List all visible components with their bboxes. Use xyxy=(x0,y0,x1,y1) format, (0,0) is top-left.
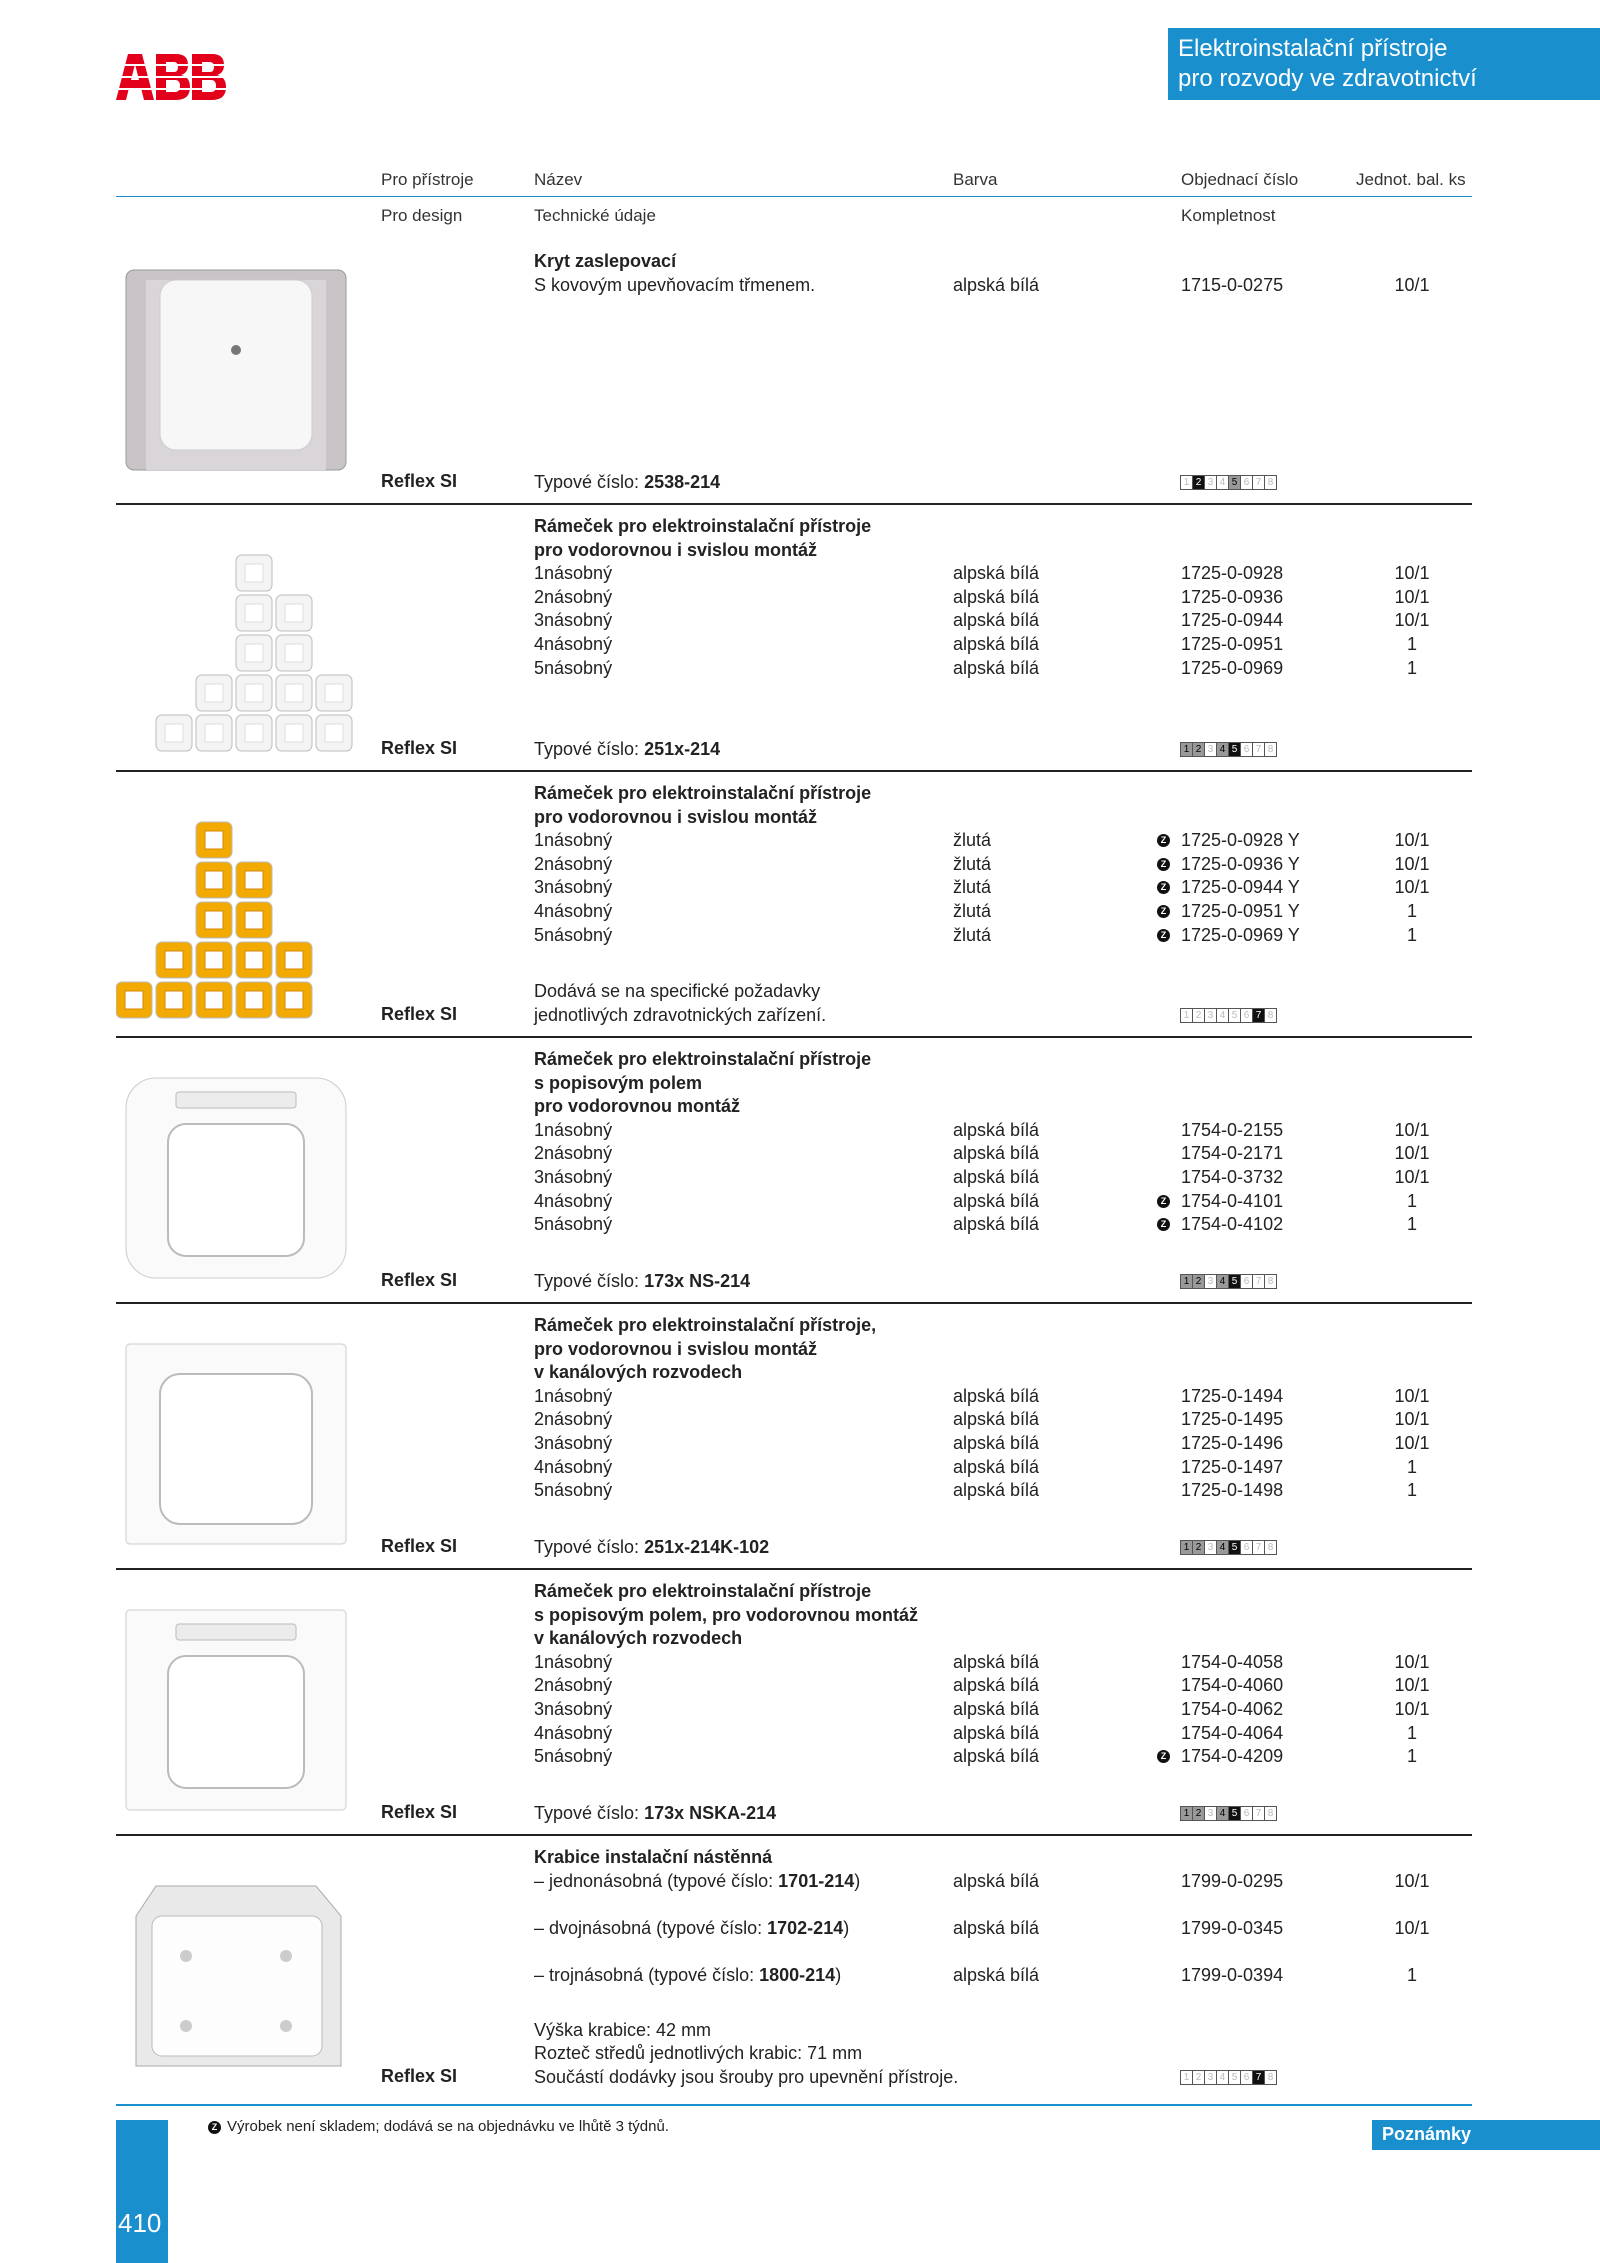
completeness-cell: 4 xyxy=(1216,475,1229,490)
completeness-cell: 7 xyxy=(1252,1008,1265,1023)
product-variant-name xyxy=(534,1674,612,1698)
completeness-cell: 3 xyxy=(1204,475,1217,490)
order-number: 1754-0-4064 xyxy=(1181,1722,1284,1743)
completeness-cell: 2 xyxy=(1192,2070,1205,2085)
page-number: 410 xyxy=(118,2208,162,2238)
product-color: alpská bílá xyxy=(953,1699,1040,1719)
completeness-cell: 6 xyxy=(1240,1274,1253,1289)
variant-label: 2násobný xyxy=(534,1675,613,1696)
type-number-label: Typové číslo: xyxy=(534,1271,645,1291)
order-number: 1725-0-0944 xyxy=(1181,610,1284,631)
product-variant-name xyxy=(534,876,612,900)
product-color: alpská bílá xyxy=(953,1214,1040,1235)
product-color: alpská bílá xyxy=(953,1456,1040,1477)
completeness-cell: 6 xyxy=(1240,475,1253,490)
product-variant-name xyxy=(534,1432,612,1456)
type-number-label: Typové číslo: xyxy=(534,739,645,759)
product-color: alpská bílá xyxy=(953,1167,1040,1187)
product-color: alpská bílá xyxy=(953,657,1040,678)
completeness-cell: 4 xyxy=(1216,742,1229,757)
footnote xyxy=(208,2118,669,2135)
completeness-indicator xyxy=(1180,475,1276,490)
type-number-label: Typové číslo: xyxy=(534,1537,645,1557)
product-color: alpská bílá xyxy=(953,1480,1040,1501)
variant-label: 2násobný xyxy=(534,586,613,607)
product-title: Rámeček pro elektroinstalační přístroje xyxy=(534,516,872,536)
product-color: alpská bílá xyxy=(953,1965,1040,1985)
variant-label: 5násobný xyxy=(534,1746,613,1767)
product-title: pro vodorovnou montáž xyxy=(534,1096,740,1117)
product-variant-name xyxy=(534,1870,860,1894)
notes-label: Poznámky xyxy=(1372,2120,1600,2150)
not-in-stock-icon: Z xyxy=(1157,881,1170,894)
footnote-marker-icon: Z xyxy=(208,2121,221,2134)
completeness-cell: 2 xyxy=(1192,1540,1205,1555)
product-title: Rámeček pro elektroinstalační přístroje xyxy=(534,783,872,803)
completeness-cell: 1 xyxy=(1180,1540,1193,1555)
completeness-cell: 6 xyxy=(1240,1806,1253,1821)
product-variant-name xyxy=(534,829,612,853)
header-title-line2: pro rozvody ve zdravotnictví xyxy=(1178,65,1477,92)
design-name: Reflex SI xyxy=(381,471,458,491)
completeness-cell: 3 xyxy=(1204,2070,1217,2085)
order-number: 1725-0-0944 Y xyxy=(1181,877,1300,898)
variant-type-number: 1800-214 xyxy=(759,1965,836,1985)
variant-label: 1násobný xyxy=(534,830,613,851)
variant-label: 5násobný xyxy=(534,657,613,678)
pack-quantity: 1 xyxy=(1406,634,1417,654)
variant-label: 2násobný xyxy=(534,1143,613,1164)
variant-label: 4násobný xyxy=(534,1722,613,1743)
not-in-stock-icon: Z xyxy=(1157,1750,1170,1763)
product-image xyxy=(116,240,356,485)
pack-quantity: 10/1 xyxy=(1394,1409,1430,1430)
product-image xyxy=(116,782,356,1027)
product-color: žlutá xyxy=(953,901,992,921)
product-title: v kanálových rozvodech xyxy=(534,1362,743,1383)
variant-label: 3násobný xyxy=(534,1167,613,1187)
not-in-stock-icon: Z xyxy=(1157,1195,1170,1208)
pack-quantity: 1 xyxy=(1406,1190,1417,1211)
completeness-indicator xyxy=(1180,1806,1276,1821)
product-section xyxy=(0,1836,1472,2100)
completeness-cell: 8 xyxy=(1264,1008,1277,1023)
variant-label: 1násobný xyxy=(534,563,613,584)
order-number: 1754-0-4060 xyxy=(1181,1675,1284,1696)
completeness-cell: 7 xyxy=(1252,1806,1265,1821)
type-number-value: 2538-214 xyxy=(644,472,721,492)
completeness-cell: 8 xyxy=(1264,1540,1277,1555)
design-name: Reflex SI xyxy=(381,1536,458,1556)
completeness-cell: 7 xyxy=(1252,1540,1265,1555)
variant-type-number: 1702-214 xyxy=(767,1917,844,1938)
product-note: jednotlivých zdravotnických zařízení. xyxy=(534,1005,827,1025)
not-in-stock-icon: Z xyxy=(1157,905,1170,918)
product-section xyxy=(0,505,1472,772)
product-title: pro vodorovnou i svislou montáž xyxy=(534,539,818,560)
product-note: Rozteč středů jednotlivých krabic: 71 mm xyxy=(534,2043,863,2064)
product-color: alpská bílá xyxy=(953,1119,1040,1140)
product-image xyxy=(116,1580,356,1825)
variant-label: 5násobný xyxy=(534,1480,613,1501)
product-variant-name xyxy=(534,1142,612,1166)
not-in-stock-icon: Z xyxy=(1157,858,1170,871)
pack-quantity: 1 xyxy=(1406,1722,1417,1743)
product-color: alpská bílá xyxy=(953,1870,1040,1891)
product-color: alpská bílá xyxy=(953,586,1040,607)
product-title: pro vodorovnou i svislou montáž xyxy=(534,1338,818,1359)
product-variant-name xyxy=(534,1213,612,1237)
product-variant-name xyxy=(534,633,612,657)
variant-tail: ) xyxy=(854,1870,861,1891)
pack-quantity: 10/1 xyxy=(1394,610,1430,631)
product-variant-name xyxy=(534,924,612,948)
product-image xyxy=(116,515,356,760)
order-number: 1754-0-4062 xyxy=(1181,1699,1284,1719)
pack-quantity: 10/1 xyxy=(1394,1119,1430,1140)
completeness-cell: 1 xyxy=(1180,2070,1193,2085)
pack-quantity: 1 xyxy=(1406,1214,1417,1235)
order-number: 1725-0-0951 Y xyxy=(1181,901,1300,921)
pack-quantity: 1 xyxy=(1406,1480,1417,1501)
product-color: alpská bílá xyxy=(953,274,1040,295)
type-number xyxy=(534,471,720,495)
product-note: Součástí dodávky jsou šrouby pro upevnění přístroje. xyxy=(534,2067,959,2087)
product-title: Rámeček pro elektroinstalační přístroje xyxy=(534,1581,872,1601)
completeness-cell: 1 xyxy=(1180,742,1193,757)
completeness-cell: 5 xyxy=(1228,1540,1241,1555)
product-variant-name xyxy=(534,1119,612,1143)
completeness-cell: 5 xyxy=(1228,475,1241,490)
completeness-cell: 5 xyxy=(1228,742,1241,757)
variant-label: 2násobný xyxy=(534,853,613,874)
type-number-value: 251x-214 xyxy=(644,739,721,759)
pack-quantity: 10/1 xyxy=(1394,877,1430,898)
variant-label: 3násobný xyxy=(534,877,613,898)
product-color: alpská bílá xyxy=(953,1385,1040,1406)
pack-quantity: 10/1 xyxy=(1394,1433,1430,1453)
completeness-cell: 5 xyxy=(1228,1008,1241,1023)
product-title: Kryt zaslepovací xyxy=(534,251,677,271)
pack-quantity: 1 xyxy=(1406,1965,1417,1985)
variant-label: 3násobný xyxy=(534,1699,613,1719)
col-header-tech: Technické údaje xyxy=(534,206,656,225)
product-variant-name xyxy=(534,1745,612,1769)
product-variant-name xyxy=(534,1190,612,1214)
completeness-cell: 1 xyxy=(1180,475,1193,490)
completeness-cell: 7 xyxy=(1252,2070,1265,2085)
header-title-line1: Elektroinstalační přístroje xyxy=(1178,35,1448,62)
product-title: Krabice instalační nástěnná xyxy=(534,1847,773,1867)
product-title: Rámeček pro elektroinstalační přístroje, xyxy=(534,1315,877,1335)
completeness-cell: 2 xyxy=(1192,475,1205,490)
order-number: 1799-0-0295 xyxy=(1181,1870,1284,1891)
variant-label: 5násobný xyxy=(534,924,613,945)
pack-quantity: 10/1 xyxy=(1394,1385,1430,1406)
completeness-cell: 7 xyxy=(1252,742,1265,757)
footnote-text: Výrobek není skladem; dodává se na objednávku ve lhůtě 3 týdnů. xyxy=(227,2118,669,2135)
product-variant-name xyxy=(534,1479,612,1503)
col-header-design: Pro design xyxy=(381,206,463,225)
product-variant-name xyxy=(534,1722,612,1746)
order-number: 1754-0-2155 xyxy=(1181,1119,1284,1140)
variant-label: 4násobný xyxy=(534,1190,613,1211)
product-image xyxy=(116,1846,356,2091)
col-header-order: Objednací číslo xyxy=(1181,170,1299,189)
type-number xyxy=(534,1536,769,1560)
product-color: alpská bílá xyxy=(953,634,1040,654)
completeness-cell: 5 xyxy=(1228,1806,1241,1821)
product-section xyxy=(0,1038,1472,1304)
col-header-device: Pro přístroje xyxy=(381,170,474,189)
product-image xyxy=(116,1048,356,1293)
product-note: Výška krabice: 42 mm xyxy=(534,2019,712,2040)
not-in-stock-icon: Z xyxy=(1157,1218,1170,1231)
variant-label: 4násobný xyxy=(534,1456,613,1477)
product-variant-name xyxy=(534,900,612,924)
completeness-cell: 8 xyxy=(1264,1806,1277,1821)
not-in-stock-icon: Z xyxy=(1157,834,1170,847)
order-number: 1754-0-4102 xyxy=(1181,1214,1284,1235)
completeness-cell: 8 xyxy=(1264,2070,1277,2085)
pack-quantity: 1 xyxy=(1406,901,1417,921)
order-number: 1754-0-3732 xyxy=(1181,1167,1284,1187)
completeness-cell: 4 xyxy=(1216,2070,1229,2085)
product-title: s popisovým polem, pro vodorovnou montáž xyxy=(534,1604,919,1625)
completeness-cell: 3 xyxy=(1204,1540,1217,1555)
design-name: Reflex SI xyxy=(381,2066,458,2086)
product-color: žlutá xyxy=(953,853,992,874)
completeness-cell: 3 xyxy=(1204,1274,1217,1289)
product-variant-name xyxy=(534,274,815,298)
completeness-cell: 4 xyxy=(1216,1008,1229,1023)
product-note: Dodává se na specifické požadavky xyxy=(534,981,821,1002)
design-name: Reflex SI xyxy=(381,738,458,758)
pack-quantity: 10/1 xyxy=(1394,853,1430,874)
variant-label: 1násobný xyxy=(534,1385,613,1406)
product-color: alpská bílá xyxy=(953,1722,1040,1743)
completeness-cell: 6 xyxy=(1240,742,1253,757)
completeness-cell: 5 xyxy=(1228,2070,1241,2085)
product-variant-name xyxy=(534,1964,841,1988)
variant-label: 3násobný xyxy=(534,1433,613,1453)
not-in-stock-icon: Z xyxy=(1157,929,1170,942)
bottom-divider xyxy=(116,2104,1472,2106)
pack-quantity: 10/1 xyxy=(1394,1167,1430,1187)
variant-label: 4násobný xyxy=(534,634,613,654)
page-header-title xyxy=(1168,28,1600,100)
type-number-label: Typové číslo: xyxy=(534,472,645,492)
type-number-value: 251x-214K-102 xyxy=(644,1537,770,1557)
product-color: alpská bílá xyxy=(953,610,1040,631)
order-number: 1725-0-0936 Y xyxy=(1181,853,1300,874)
product-section xyxy=(0,1304,1472,1570)
order-number: 1725-0-0951 xyxy=(1181,634,1284,654)
product-section xyxy=(0,1570,1472,1836)
completeness-cell: 5 xyxy=(1228,1274,1241,1289)
product-variant-name xyxy=(534,609,612,633)
product-color: žlutá xyxy=(953,924,992,945)
product-title: v kanálových rozvodech xyxy=(534,1628,743,1649)
variant-label: 5násobný xyxy=(534,1214,613,1235)
page-number-tab xyxy=(116,2120,168,2263)
order-number: 1754-0-4101 xyxy=(1181,1190,1284,1211)
product-color: alpská bílá xyxy=(953,563,1040,584)
completeness-cell: 2 xyxy=(1192,1008,1205,1023)
completeness-cell: 7 xyxy=(1252,1274,1265,1289)
type-number xyxy=(534,738,720,762)
pack-quantity: 10/1 xyxy=(1394,563,1430,584)
pack-quantity: 10/1 xyxy=(1394,1143,1430,1164)
variant-label: 1násobný xyxy=(534,1651,613,1672)
completeness-indicator xyxy=(1180,1008,1276,1023)
product-color: žlutá xyxy=(953,877,992,898)
product-title: Rámeček pro elektroinstalační přístroje xyxy=(534,1049,872,1069)
pack-quantity: 1 xyxy=(1406,924,1417,945)
completeness-cell: 3 xyxy=(1204,742,1217,757)
variant-tail: ) xyxy=(835,1965,842,1985)
completeness-cell: 1 xyxy=(1180,1274,1193,1289)
completeness-indicator xyxy=(1180,1540,1276,1555)
product-image xyxy=(116,1314,356,1559)
col-header-name: Název xyxy=(534,170,583,189)
header-divider xyxy=(116,196,1472,197)
completeness-indicator xyxy=(1180,1274,1276,1289)
pack-quantity: 1 xyxy=(1406,1746,1417,1767)
design-name: Reflex SI xyxy=(381,1004,458,1024)
col-header-color: Barva xyxy=(953,170,998,189)
order-number: 1799-0-0394 xyxy=(1181,1965,1284,1985)
variant-label: – jednonásobná (typové číslo: xyxy=(534,1870,779,1891)
order-number: 1754-0-4209 xyxy=(1181,1746,1284,1767)
col-header-completeness: Kompletnost xyxy=(1181,206,1276,225)
variant-label: – trojnásobná (typové číslo: xyxy=(534,1965,760,1985)
completeness-indicator xyxy=(1180,2070,1276,2085)
completeness-indicator xyxy=(1180,742,1276,757)
variant-label: 3násobný xyxy=(534,610,613,631)
order-number: 1725-0-1495 xyxy=(1181,1409,1284,1430)
completeness-cell: 6 xyxy=(1240,1540,1253,1555)
completeness-cell: 2 xyxy=(1192,1806,1205,1821)
completeness-cell: 8 xyxy=(1264,475,1277,490)
order-number: 1725-0-0928 Y xyxy=(1181,830,1300,851)
product-color: alpská bílá xyxy=(953,1746,1040,1767)
completeness-cell: 2 xyxy=(1192,742,1205,757)
product-variant-name xyxy=(534,1456,612,1480)
completeness-cell: 6 xyxy=(1240,1008,1253,1023)
completeness-cell: 1 xyxy=(1180,1806,1193,1821)
pack-quantity: 10/1 xyxy=(1394,274,1430,295)
product-color: žlutá xyxy=(953,830,992,851)
product-variant-name xyxy=(534,657,612,681)
variant-label: 2násobný xyxy=(534,1409,613,1430)
product-variant-name xyxy=(534,1166,612,1190)
pack-quantity: 1 xyxy=(1406,1456,1417,1477)
variant-tail: ) xyxy=(843,1917,850,1938)
col-header-pack: Jednot. bal. ks xyxy=(1356,170,1466,189)
completeness-cell: 8 xyxy=(1264,1274,1277,1289)
order-number: 1725-0-0969 xyxy=(1181,657,1284,678)
variant-label: – dvojnásobná (typové číslo: xyxy=(534,1917,768,1938)
design-name: Reflex SI xyxy=(381,1270,458,1290)
product-variant-name xyxy=(534,1698,612,1722)
order-number: 1725-0-0969 Y xyxy=(1181,924,1300,945)
order-number: 1754-0-4058 xyxy=(1181,1651,1284,1672)
product-color: alpská bílá xyxy=(953,1190,1040,1211)
type-number xyxy=(534,1270,750,1294)
product-variant-name xyxy=(534,1917,849,1941)
product-color: alpská bílá xyxy=(953,1433,1040,1453)
completeness-cell: 3 xyxy=(1204,1008,1217,1023)
completeness-cell: 1 xyxy=(1180,1008,1193,1023)
completeness-cell: 4 xyxy=(1216,1274,1229,1289)
completeness-cell: 8 xyxy=(1264,742,1277,757)
product-variant-name xyxy=(534,1385,612,1409)
product-title: s popisovým polem xyxy=(534,1072,703,1093)
order-number: 1725-0-1494 xyxy=(1181,1385,1284,1406)
pack-quantity: 10/1 xyxy=(1394,1699,1430,1719)
pack-quantity: 10/1 xyxy=(1394,1870,1430,1891)
product-color: alpská bílá xyxy=(953,1409,1040,1430)
product-color: alpská bílá xyxy=(953,1675,1040,1696)
completeness-cell: 6 xyxy=(1240,2070,1253,2085)
pack-quantity: 1 xyxy=(1406,657,1417,678)
completeness-cell: 4 xyxy=(1216,1540,1229,1555)
completeness-cell: 4 xyxy=(1216,1806,1229,1821)
type-number-label: Typové číslo: xyxy=(534,1803,645,1823)
product-variant-name xyxy=(534,1408,612,1432)
product-section xyxy=(0,240,1472,505)
product-color: alpská bílá xyxy=(953,1143,1040,1164)
product-section xyxy=(0,772,1472,1038)
order-number: 1725-0-1498 xyxy=(1181,1480,1284,1501)
abb-logo xyxy=(114,52,226,102)
order-number: 1725-0-0936 xyxy=(1181,586,1284,607)
type-number-value: 173x NS-214 xyxy=(644,1271,751,1291)
order-number: 1725-0-1496 xyxy=(1181,1433,1284,1453)
product-variant-name xyxy=(534,1651,612,1675)
type-number xyxy=(534,1802,776,1826)
product-variant-name xyxy=(534,586,612,610)
order-number: 1754-0-2171 xyxy=(1181,1143,1284,1164)
product-color: alpská bílá xyxy=(953,1917,1040,1938)
completeness-cell: 3 xyxy=(1204,1806,1217,1821)
pack-quantity: 10/1 xyxy=(1394,1917,1430,1938)
order-number: 1715-0-0275 xyxy=(1181,274,1284,295)
order-number: 1725-0-0928 xyxy=(1181,563,1284,584)
variant-label: 1násobný xyxy=(534,1119,613,1140)
variant-label: S kovovým upevňovacím třmenem. xyxy=(534,274,816,295)
order-number: 1725-0-1497 xyxy=(1181,1456,1284,1477)
variant-label: 4násobný xyxy=(534,901,613,921)
pack-quantity: 10/1 xyxy=(1394,830,1430,851)
pack-quantity: 10/1 xyxy=(1394,586,1430,607)
pack-quantity: 10/1 xyxy=(1394,1675,1430,1696)
product-color: alpská bílá xyxy=(953,1651,1040,1672)
pack-quantity: 10/1 xyxy=(1394,1651,1430,1672)
product-variant-name xyxy=(534,853,612,877)
design-name: Reflex SI xyxy=(381,1802,458,1822)
product-variant-name xyxy=(534,562,612,586)
product-title: pro vodorovnou i svislou montáž xyxy=(534,806,818,827)
completeness-cell: 7 xyxy=(1252,475,1265,490)
completeness-cell: 2 xyxy=(1192,1274,1205,1289)
variant-type-number: 1701-214 xyxy=(778,1870,855,1891)
type-number-value: 173x NSKA-214 xyxy=(644,1803,777,1823)
order-number: 1799-0-0345 xyxy=(1181,1917,1284,1938)
